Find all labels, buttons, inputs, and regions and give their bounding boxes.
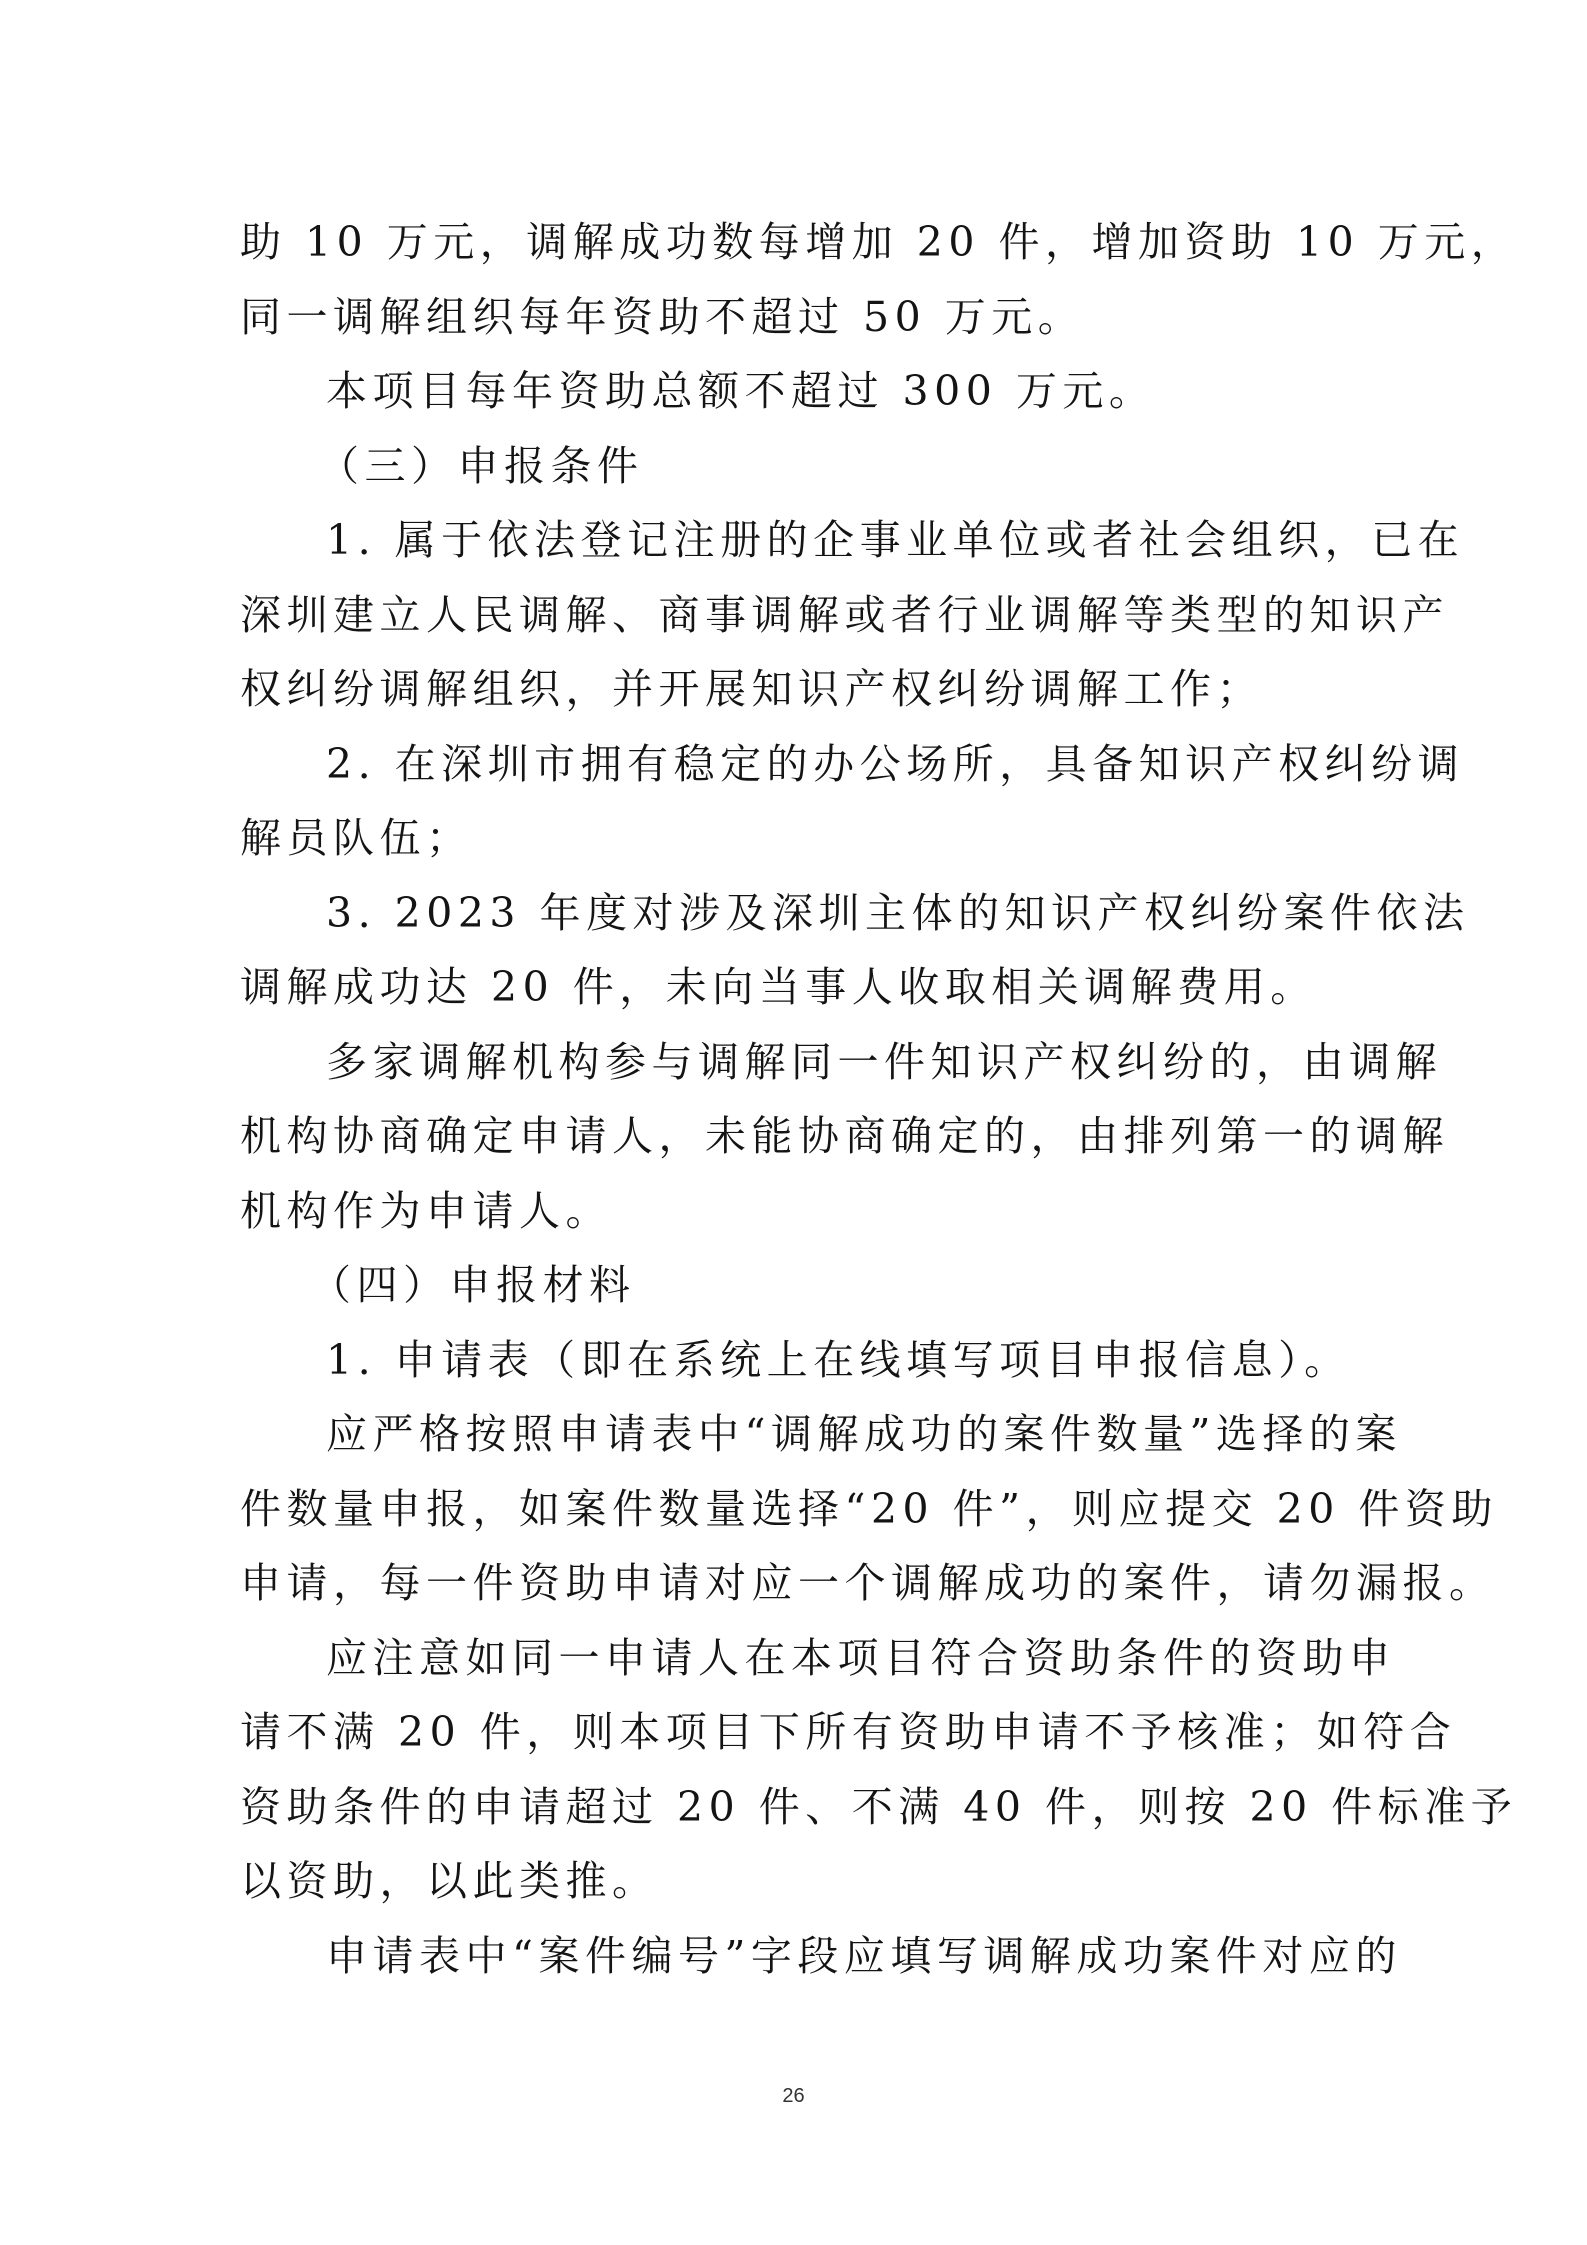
text-line: 权纠纷调解组织，并开展知识产权纠纷调解工作； bbox=[240, 665, 1263, 713]
text-line: 3. 2023 年度对涉及深圳主体的知识产权纠纷案件依法 bbox=[326, 888, 1470, 937]
text-line: 申请，每一件资助申请对应一个调解成功的案件，请勿漏报。 bbox=[240, 1559, 1496, 1607]
text-line: 资助条件的申请超过 20 件、不满 40 件，则按 20 件标准予 bbox=[240, 1782, 1518, 1831]
text-line: 解员队伍； bbox=[240, 814, 473, 862]
text-line: 以资助，以此类推。 bbox=[240, 1857, 659, 1905]
text-line: 1. 属于依法登记注册的企事业单位或者社会组织，已在 bbox=[326, 516, 1465, 564]
text-line: 本项目每年资助总额不超过 300 万元。 bbox=[326, 367, 1156, 415]
text-line: 申请表中“案件编号”字段应填写调解成功案件对应的 bbox=[326, 1931, 1402, 1980]
text-line: 应注意如同一申请人在本项目符合资助条件的资助申 bbox=[326, 1633, 1396, 1682]
text-line: 同一调解组织每年资助不超过 50 万元。 bbox=[240, 292, 1085, 341]
text-line: 件数量申报，如案件数量选择“20 件”，则应提交 20 件资助 bbox=[240, 1484, 1498, 1533]
text-line: 多家调解机构参与调解同一件知识产权纠纷的，由调解 bbox=[326, 1037, 1442, 1086]
body-text bbox=[240, 205, 1518, 1993]
text-line: 应严格按照申请表中“调解成功的案件数量”选择的案 bbox=[326, 1410, 1402, 1458]
text-line: 机构作为申请人。 bbox=[240, 1186, 612, 1235]
section-heading: （三）申报条件 bbox=[318, 441, 644, 490]
text-line: 调解成功达 20 件，未向当事人收取相关调解费用。 bbox=[240, 963, 1317, 1011]
text-line: 1. 申请表（即在系统上在线填写项目申报信息）。 bbox=[326, 1335, 1351, 1384]
section-heading: （四）申报材料 bbox=[310, 1261, 636, 1309]
text-line: 深圳建立人民调解、商事调解或者行业调解等类型的知识产 bbox=[240, 590, 1449, 639]
text-line: 机构协商确定申请人，未能协商确定的，由排列第一的调解 bbox=[240, 1112, 1449, 1160]
text-line: 2. 在深圳市拥有稳定的办公场所，具备知识产权纠纷调 bbox=[326, 739, 1465, 788]
text-line: 助 10 万元，调解成功数每增加 20 件，增加资助 10 万元， bbox=[240, 218, 1518, 266]
page-number: 26 bbox=[782, 2085, 805, 2107]
text-line: 请不满 20 件，则本项目下所有资助申请不予核准；如符合 bbox=[240, 1708, 1457, 1756]
